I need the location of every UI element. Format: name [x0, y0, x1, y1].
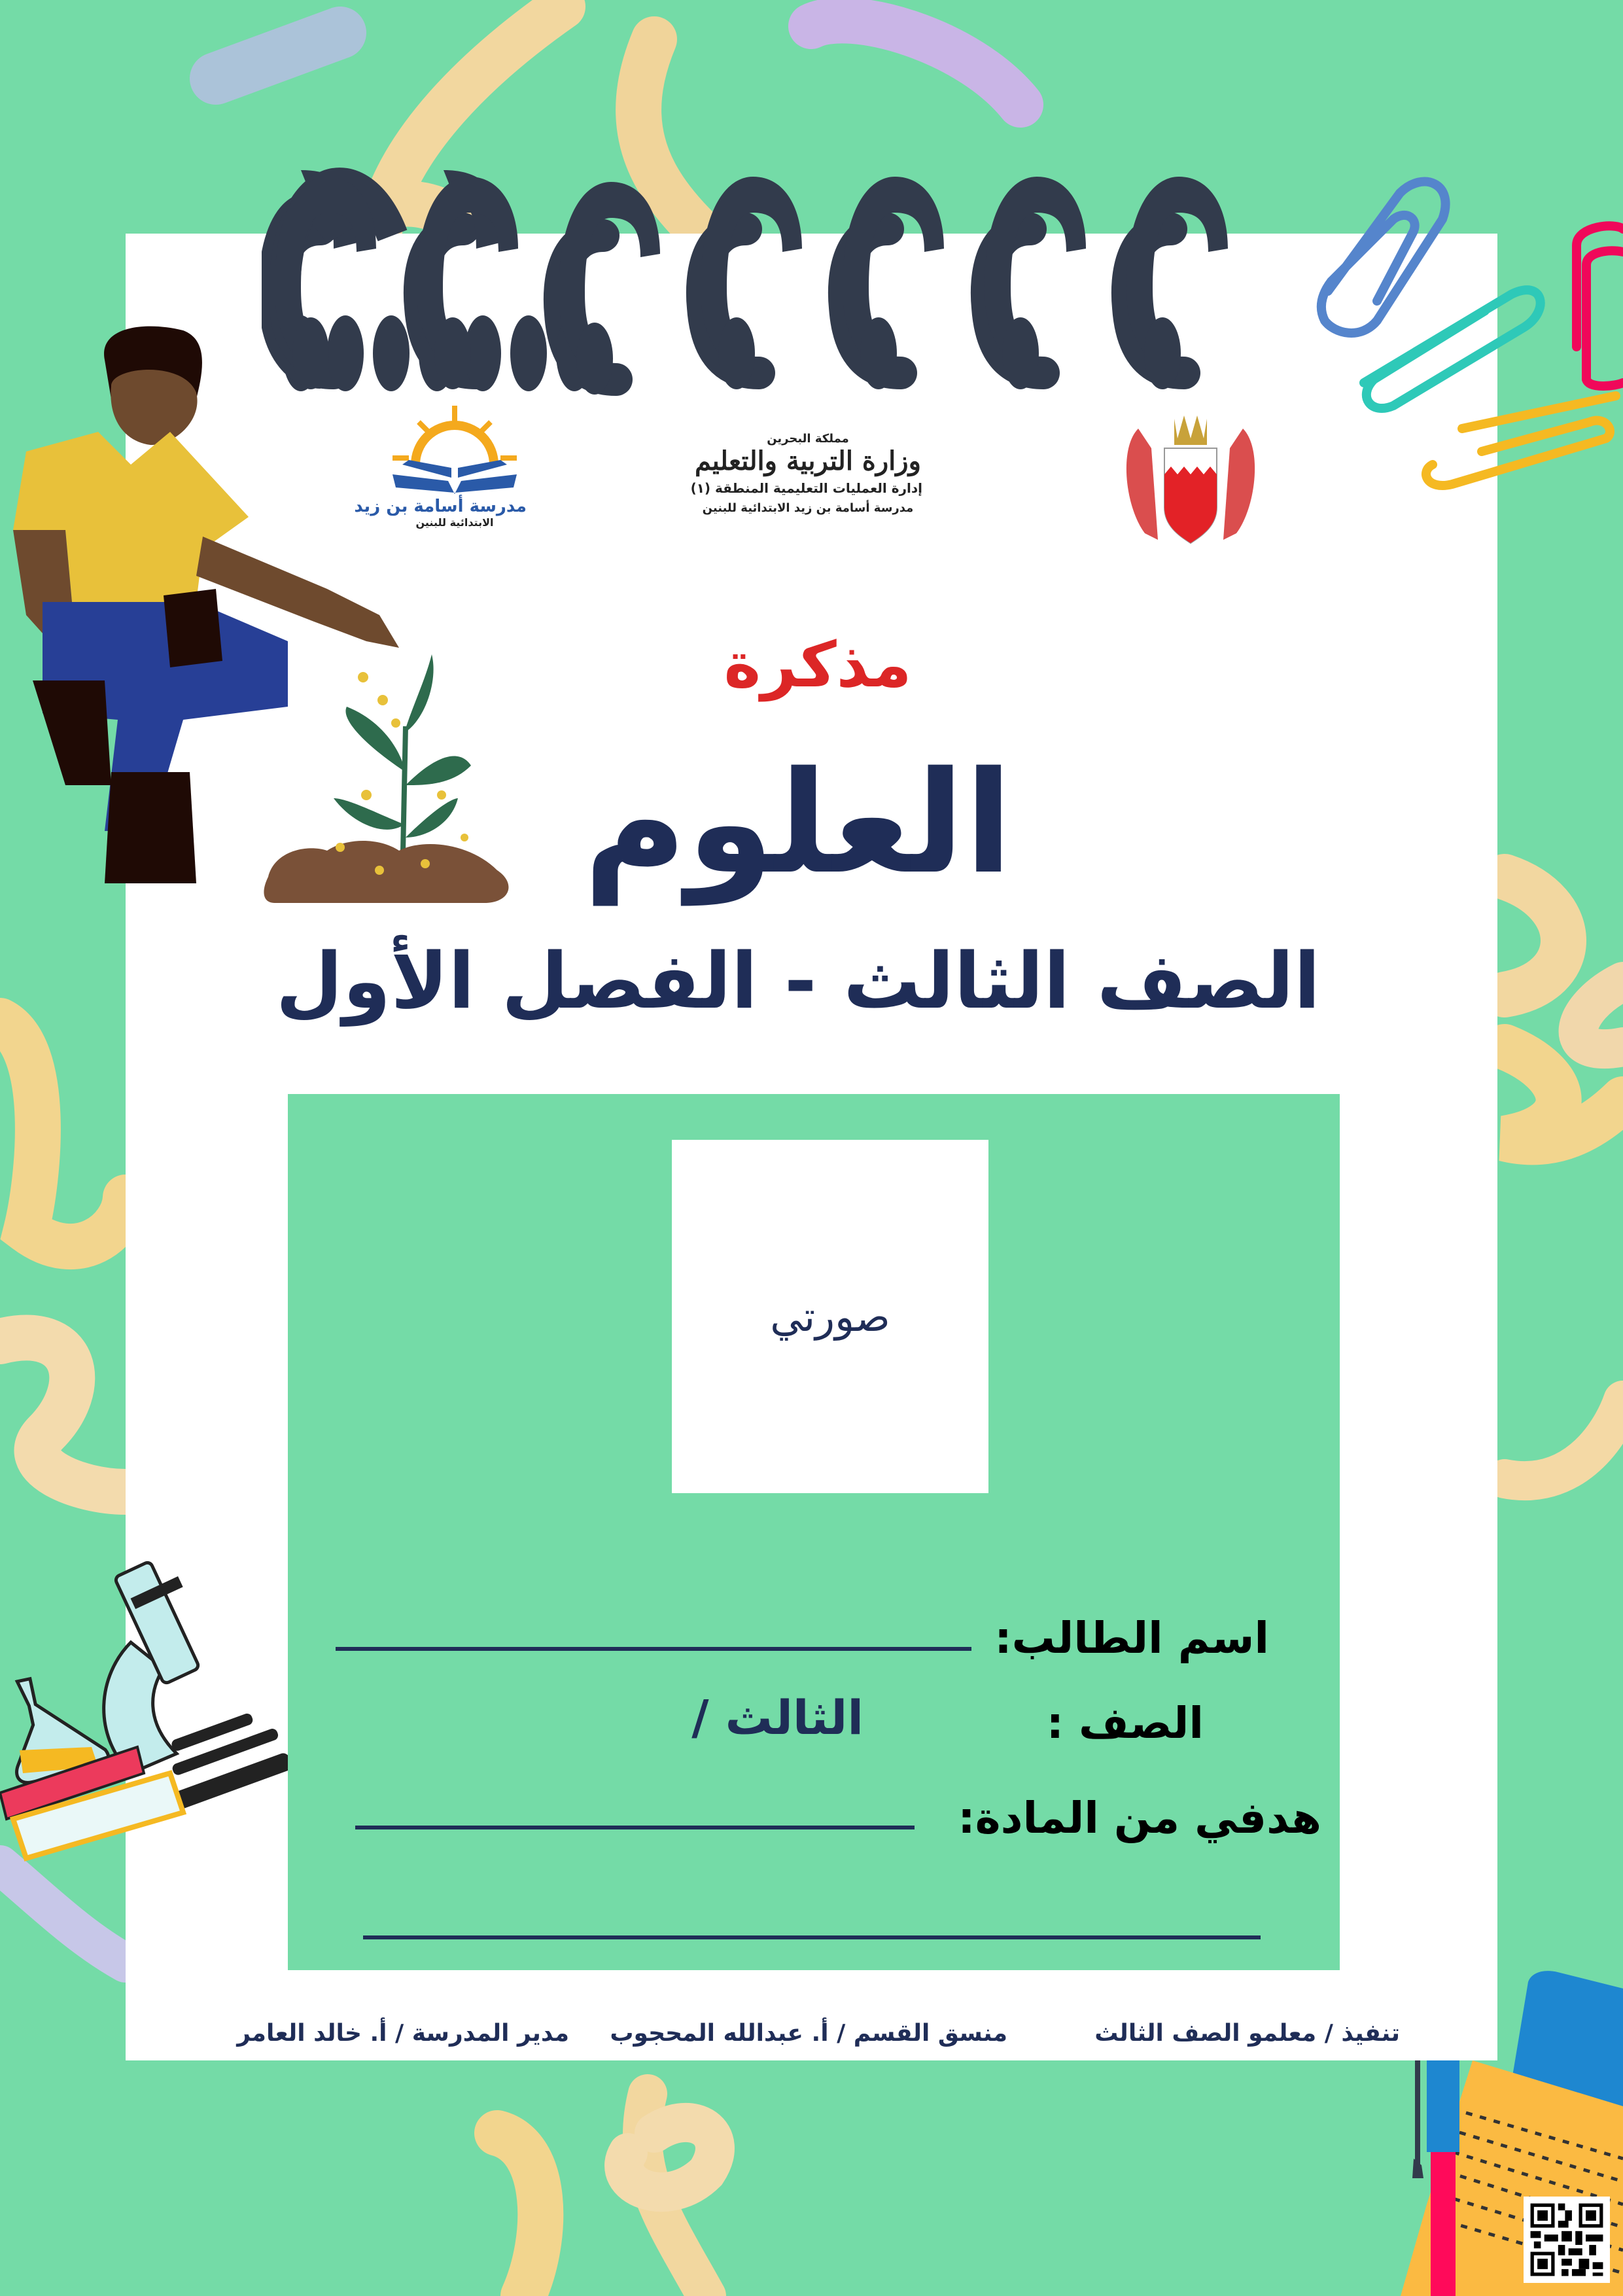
footer-principal: مدير المدرسة / أ. خالد العامر — [237, 2020, 569, 2047]
microscope-books-flask-icon — [0, 1525, 301, 1930]
photo-placeholder[interactable] — [672, 1140, 988, 1493]
memo-label: مذكرة — [724, 628, 912, 701]
ministry-name: وزارة التربية والتعليم — [695, 446, 921, 476]
photo-label: صورتي — [770, 1292, 890, 1341]
grade-value[interactable]: الثالث / — [691, 1690, 864, 1745]
ministry-header — [690, 432, 922, 515]
student-name-input[interactable] — [336, 1647, 971, 1651]
goal-input-line-2[interactable] — [363, 1935, 1261, 1939]
kingdom-name: مملكة البحرين — [767, 432, 849, 446]
student-name-label: اسم الطالب: — [994, 1613, 1269, 1663]
qr-code-icon[interactable] — [1524, 2197, 1610, 2283]
paperclips-icon — [1308, 164, 1623, 654]
ministry-school-name: مدرسة أسامة بن زيد الابتدائية للبنين — [702, 501, 914, 515]
school-logo-subtitle: الابتدائية للبنين — [415, 516, 494, 529]
footer-execution: تنفيذ / معلمو الصف الثالث — [1094, 2020, 1400, 2047]
grade-label: الصف : — [1046, 1698, 1204, 1748]
school-logo-title: مدرسة أسامة بن زيد — [354, 497, 527, 516]
gardener-illustration-icon — [0, 314, 523, 903]
subject-title: العلوم — [584, 741, 1013, 905]
grade-semester-subtitle: الصف الثالث - الفصل الأول — [275, 936, 1321, 1026]
directorate-name: إدارة العمليات التعليمية المنطقة (١) — [690, 480, 922, 496]
bahrain-emblem-icon — [1119, 409, 1263, 546]
footer-coordinator: منسق القسم / أ. عبدالله المحجوب — [610, 2020, 1007, 2047]
goal-label: هدفي من المادة: — [958, 1793, 1321, 1843]
goal-input-line-1[interactable] — [355, 1826, 915, 1829]
